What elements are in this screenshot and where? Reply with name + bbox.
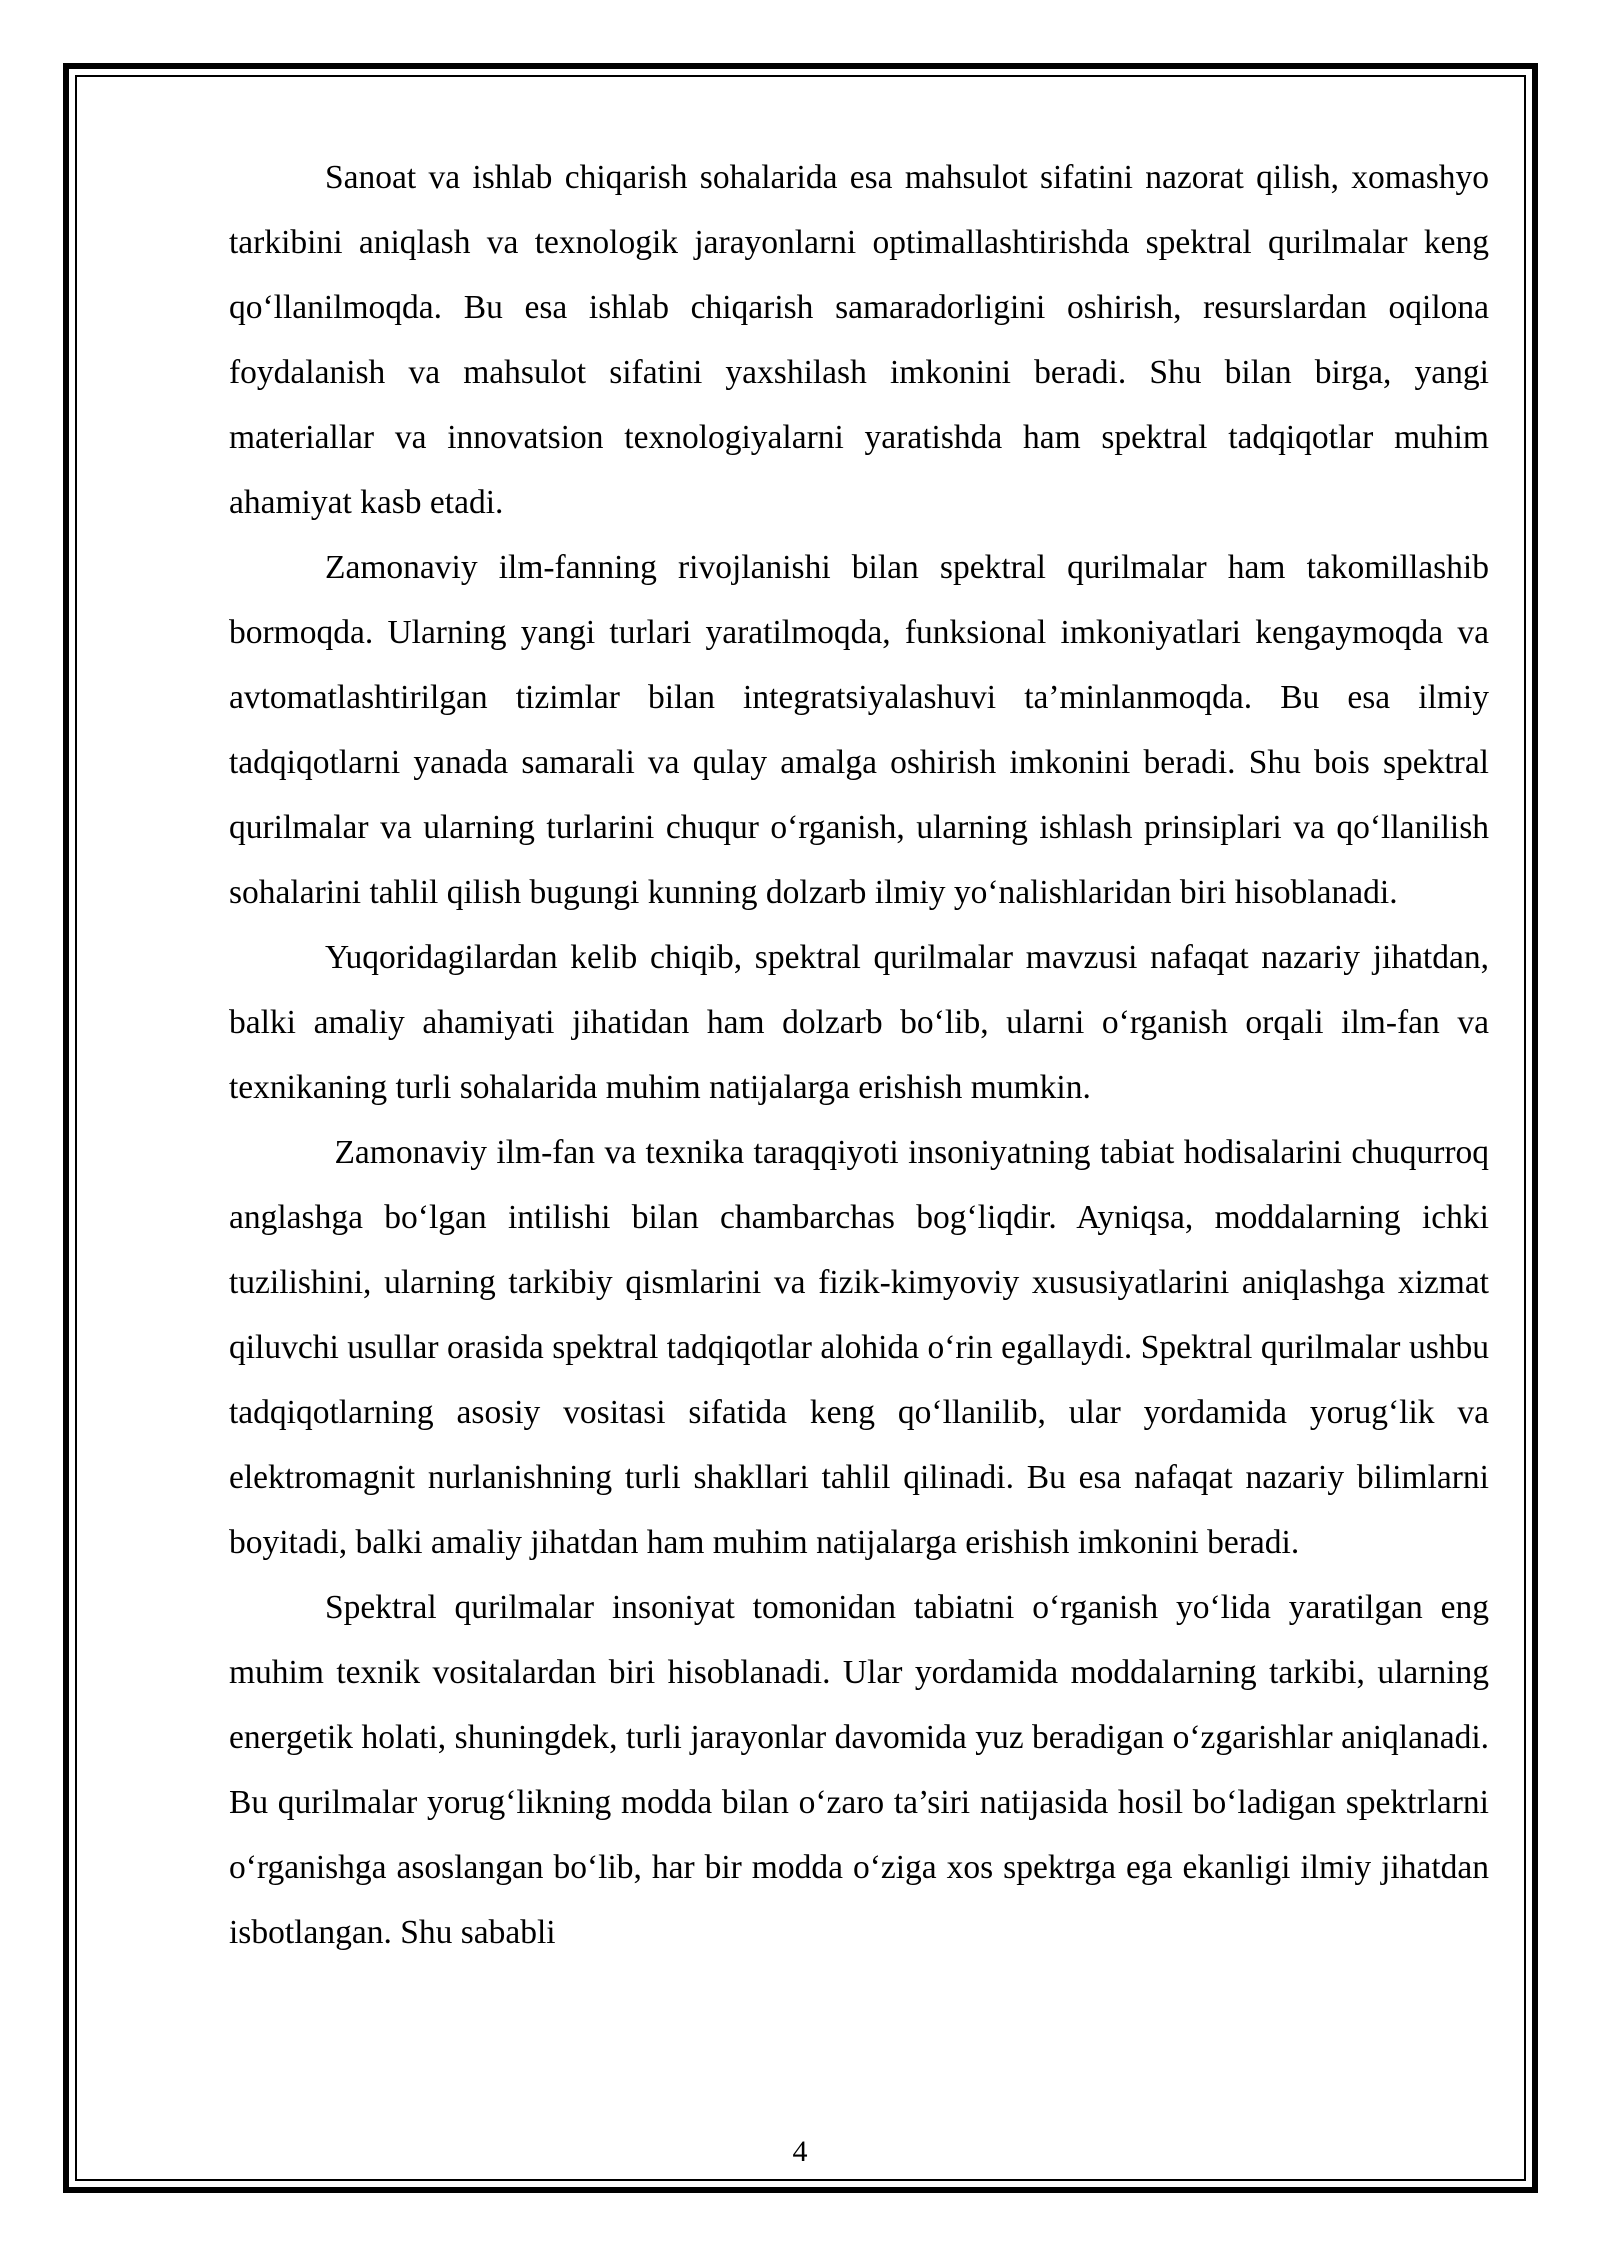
paragraph-2: Zamonaviy ilm-fanning rivojlanishi bilan spektral qurilmalar ham takomillashib bormoqda. Ularning yangi turlari yaratilmoqda, funksional imkoniyatlari kengaymoqda va avtomatlashtirilgan tizimlar bilan integratsiyalashuvi ta’minlanmoqda. Bu esa ilmiy tadqiqotlarni yanada samarali va qulay amalga oshirish imkonini beradi. Shu bois spektral qurilmalar va ularning turlarini chuqur o‘rganish, ularning ishlash prinsiplari va qo‘llanilish sohalarini tahlil qilish bugungi kunning dolzarb ilmiy yo‘nalishlaridan biri hisoblanadi.: [229, 549, 1489, 911]
page-number: 4: [792, 2135, 808, 2168]
document-body: [229, 145, 1498, 1965]
paragraph-3: Yuqoridagilardan kelib chiqib, spektral qurilmalar mavzusi nafaqat nazariy jihatdan, balki amaliy ahamiyati jihatidan ham dolzarb bo‘lib, ularni o‘rganish orqali ilm-fan va texnikaning turli sohalarida muhim natijalarga erishish mumkin.: [229, 939, 1489, 1106]
paragraph-5: Spektral qurilmalar insoniyat tomonidan tabiatni o‘rganish yo‘lida yaratilgan eng muhim texnik vositalardan biri hisoblanadi. Ular yordamida moddalarning tarkibi, ularning energetik holati, shuningdek, turli jarayonlar davomida yuz beradigan o‘zgarishlar aniqlanadi. Bu qurilmalar yorug‘likning modda bilan o‘zaro ta’siri natijasida hosil bo‘ladigan spektrlarni o‘rganishga asoslangan bo‘lib, har bir modda o‘ziga xos spektrga ega ekanligi ilmiy jihatdan isbotlangan. Shu sababli: [229, 1589, 1489, 1951]
paragraph-1: Sanoat va ishlab chiqarish sohalarida esa mahsulot sifatini nazorat qilish, xomashyo tarkibini aniqlash va texnologik jarayonlarni optimallashtirishda spektral qurilmalar keng qo‘llanilmoqda. Bu esa ishlab chiqarish samaradorligini oshirish, resurslardan oqilona foydalanish va mahsulot sifatini yaxshilash imkonini beradi. Shu bilan birga, yangi materiallar va innovatsion texnologiyalarni yaratishda ham spektral tadqiqotlar muhim ahamiyat kasb etadi.: [229, 159, 1489, 521]
paragraph-4: Zamonaviy ilm-fan va texnika taraqqiyoti insoniyatning tabiat hodisalarini chuqurroq anglashga bo‘lgan intilishi bilan chambarchas bog‘liqdir. Ayniqsa, moddalarning ichki tuzilishini, ularning tarkibiy qismlarini va fizik-kimyoviy xususiyatlarini aniqlashga xizmat qiluvchi usullar orasida spektral tadqiqotlar alohida o‘rin egallaydi. Spektral qurilmalar ushbu tadqiqotlarning asosiy vositasi sifatida keng qo‘llanilib, ular yordamida yorug‘lik va elektromagnit nurlanishning turli shakllari tahlil qilinadi. Bu esa nafaqat nazariy bilimlarni boyitadi, balki amaliy jihatdan ham muhim natijalarga erishish imkonini beradi.: [229, 1134, 1498, 1561]
